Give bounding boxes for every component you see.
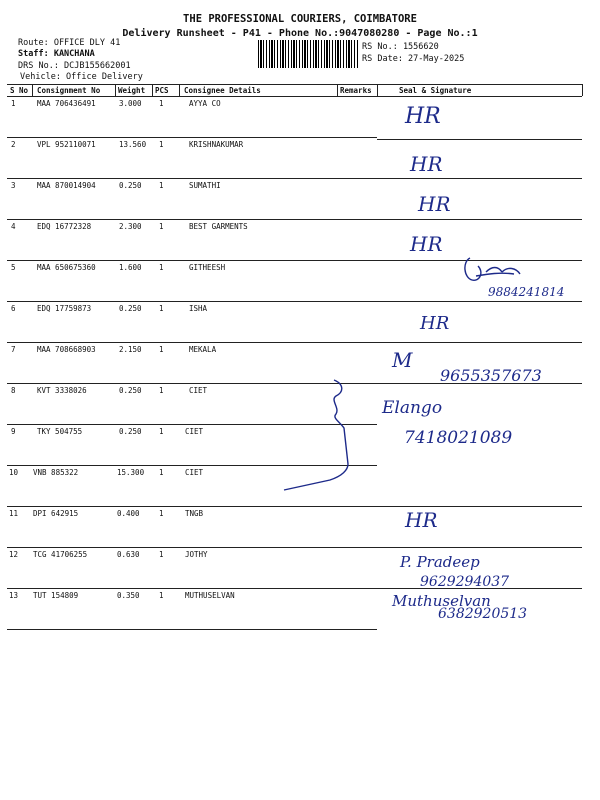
row-weight: 0.630 — [117, 550, 140, 559]
signature-row4: HR — [410, 232, 443, 256]
col-pcs: PCS — [155, 86, 169, 95]
row-consignment: VNB 885322 — [33, 468, 79, 477]
row-pcs: 1 — [159, 550, 164, 559]
row-consignee: TNGB — [185, 509, 204, 518]
row-consignment: TKY 504755 — [37, 427, 83, 436]
row-weight: 2.150 — [119, 345, 142, 354]
row-sno: 1 — [11, 99, 16, 108]
col-consignee: Consignee Details — [184, 86, 261, 95]
signature-row6: HR — [420, 313, 450, 334]
row-consignee: GITHEESH — [189, 263, 226, 272]
row-pcs: 1 — [159, 304, 164, 313]
row-pcs: 1 — [159, 591, 164, 600]
row-pcs: 1 — [159, 427, 164, 436]
col-remarks: Remarks — [340, 86, 372, 95]
row-pcs: 1 — [159, 386, 164, 395]
row-sno: 8 — [11, 386, 16, 395]
row-consignment: EDQ 16772328 — [37, 222, 92, 231]
row-consignment: VPL 952110071 — [37, 140, 96, 149]
row-sno: 13 — [9, 591, 19, 600]
row-sno: 5 — [11, 263, 16, 272]
row-pcs: 1 — [159, 468, 164, 477]
row-pcs: 1 — [159, 345, 164, 354]
phone-row5: 9884241814 — [488, 285, 565, 299]
row-sno: 2 — [11, 140, 16, 149]
row-consignment: MAA 706436491 — [37, 99, 96, 108]
signature-row3: HR — [418, 192, 451, 216]
row-sno: 9 — [11, 427, 16, 436]
rs-number: RS No.: 1556620 — [362, 42, 439, 52]
row-consignee: MEKALA — [189, 345, 217, 354]
row-consignee: CIET — [185, 427, 204, 436]
signature-row2: HR — [410, 152, 443, 176]
rs-date: RS Date: 27-May-2025 — [362, 54, 465, 64]
row-sno: 4 — [11, 222, 16, 231]
row-sno: 10 — [9, 468, 19, 477]
row-weight: 3.000 — [119, 99, 142, 108]
table-row — [7, 506, 582, 547]
row-consignee: JOTHY — [185, 550, 208, 559]
scribble-signature-row5 — [458, 252, 528, 288]
col-seal-signature: Seal & Signature — [399, 86, 472, 95]
table-row — [7, 301, 582, 342]
col-weight: Weight — [118, 86, 146, 95]
company-title: THE PROFESSIONAL COURIERS, COIMBATORE — [183, 13, 417, 25]
row-consignee: AYYA CO — [189, 99, 221, 108]
table-row — [7, 137, 582, 178]
row-consignee: ISHA — [189, 304, 208, 313]
row-pcs: 1 — [159, 99, 164, 108]
row-pcs: 1 — [159, 509, 164, 518]
barcode-icon — [258, 40, 358, 68]
phone-row12: 9629294037 — [420, 574, 510, 590]
signature-row1: HR — [405, 104, 441, 129]
row-weight: 13.560 — [119, 140, 147, 149]
row-sno: 3 — [11, 181, 16, 190]
row-consignment: EDQ 17759873 — [37, 304, 92, 313]
table-row — [7, 96, 582, 137]
route-label: Route: OFFICE DLY 41 — [18, 38, 121, 48]
row-consignment: MAA 708668903 — [37, 345, 96, 354]
signature-row13: Muthuselvan — [392, 592, 491, 610]
row-consignee: CIET — [189, 386, 208, 395]
row-weight: 0.400 — [117, 509, 140, 518]
row-sno: 6 — [11, 304, 16, 313]
col-consignment: Consignment No — [37, 86, 101, 95]
row-consignment: TCG 41706255 — [33, 550, 88, 559]
bracket-mark — [280, 378, 360, 492]
vehicle-label: Vehicle: Office Delivery — [20, 72, 143, 82]
row-consignee: CIET — [185, 468, 204, 477]
row-consignment: MAA 650675360 — [37, 263, 96, 272]
row-weight: 2.300 — [119, 222, 142, 231]
staff-label: Staff: KANCHANA — [18, 49, 95, 59]
signature-row8: Elango — [382, 398, 443, 418]
signature-row12: P. Pradeep — [400, 553, 480, 571]
row-sno: 12 — [9, 550, 19, 559]
col-sno: S No — [10, 86, 29, 95]
table-row — [7, 178, 582, 219]
signature-row11: HR — [405, 508, 438, 532]
runsheet-table — [7, 84, 582, 634]
signature-row7-mark: M — [392, 348, 413, 372]
row-sno: 7 — [11, 345, 16, 354]
drs-number: DRS No.: DCJB155662001 — [18, 61, 131, 71]
row-consignment: TUT 154809 — [33, 591, 79, 600]
row-weight: 15.300 — [117, 468, 145, 477]
row-consignee: BEST GARMENTS — [189, 222, 248, 231]
row-weight: 0.250 — [119, 427, 142, 436]
row-consignment: MAA 870014904 — [37, 181, 96, 190]
row-weight: 0.250 — [119, 304, 142, 313]
phone-row7: 9655357673 — [440, 366, 542, 385]
row-weight: 0.250 — [119, 386, 142, 395]
phone-row9: 7418021089 — [404, 428, 513, 448]
runsheet-title: Delivery Runsheet - P41 - Phone No.:9047080280 - Page No.:1 — [122, 28, 478, 39]
row-pcs: 1 — [159, 222, 164, 231]
row-sno: 11 — [9, 509, 19, 518]
row-weight: 0.350 — [117, 591, 140, 600]
row-consignee: KRISHNAKUMAR — [189, 140, 244, 149]
row-weight: 0.250 — [119, 181, 142, 190]
row-weight: 1.600 — [119, 263, 142, 272]
row-pcs: 1 — [159, 140, 164, 149]
row-pcs: 1 — [159, 181, 164, 190]
row-pcs: 1 — [159, 263, 164, 272]
row-consignment: KVT 3338026 — [37, 386, 87, 395]
row-consignee: MUTHUSELVAN — [185, 591, 235, 600]
row-consignee: SUMATHI — [189, 181, 221, 190]
row-consignment: DPI 642915 — [33, 509, 79, 518]
phone-row13: 6382920513 — [438, 606, 528, 622]
